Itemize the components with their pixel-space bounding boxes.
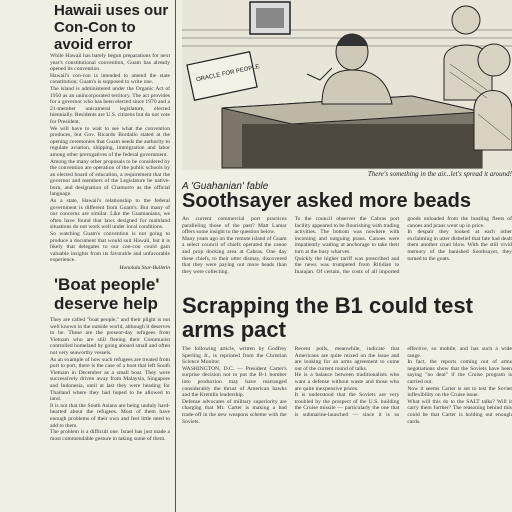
paragraph: So watching Guam's convention is not going to produce a document that would suit Hawaii, but it is likely that delegates to our con-con could gain valuable insights from its favorable and unfavorable experience. [50,231,170,264]
paragraph: Many years ago on the remote island of Guam a select council of chiefs operated the canoe and prop docking area at Cabras. One day these chiefs, to their utter dismay, discovered that they were paying out more beads than they were collecting. [182,235,287,275]
paragraph: WASHINGTON, D.C. — President Carter's surprise decision not to put the B-1 bomber into production may have rearranged considerably the thrust of American hawks and the Kremlin leadership. [182,365,287,399]
article-kicker: A 'Guahanian' fable [182,181,269,192]
left-column [50,0,170,512]
source-credit: Honolulu Star-Bulletin [119,265,170,271]
article-headline-soothsayer: Soothsayer asked more beads [182,190,472,212]
paragraph: As a state, Hawaii's relationship to the federal government is different from Guam's. But many of our concerns are similar. Like the Guamanians, we often have found that laws designed for mainland situations do not work well under local conditions. [50,198,170,231]
cartoon-drawing [182,0,512,170]
paragraph: They are called "boat people," and their plight is not well known in the outside world, although it deserves to be. These are the present-day refugees from Vietnam who are still fleeing their Communist controlled homeland by going aboard small and often not very seaworthy vessels. [50,317,170,356]
paragraph: An current commercial port practices paralleling those of the past? Matt Lamar offers some insight to the question below. [182,216,287,236]
editorial-body-hawaii [50,53,170,264]
cartoon-caption: There's something in the air...let's spread it around! [367,170,512,178]
paragraph: Recent polls, meanwhile, indicate that Americans are quite mixed on the issue and are looking for an arms agreement to come out of the current round of talks. [294,346,400,372]
column-rule [175,0,176,512]
paragraph: It is understood that the Soviets are very troubled by the prospect of the U.S. building the Cruise missile — particularly the one that is submarine-launched — since it is so effective, so mobile, and has such a wide range. [294,346,512,418]
paragraph: In despair they looked at each other exclaiming in utter disbelief that fate had dealt them another cruel blow. With the still vivid memory of the banished Soothsayer, they turned to the goats. [407,229,512,262]
paragraph: Among the many other proposals to be considered by the convention are operation of the public schools by an elected board of education, a requirement that the governor and members of the Legislature be native-born, and designation of Chamorro as the official language. [50,158,170,198]
paragraph: In fact, the reports coming out of arms negotiations show that the Soviets have been saying "no deal" if the Cruise program is carried out. [407,359,512,385]
paragraph: Hawaii's con-con is intended to amend the state constitution; Guam's is supposed to write one. [50,72,170,86]
cartoon-illustration [182,0,512,170]
paragraph: Now it seems Carter is set to test the Soviet inflexibility on the Cruise issue. [407,385,512,399]
article-body-b1 [182,346,512,512]
editorial-headline-hawaii: Hawaii uses our Con-Con to avoid error [54,2,169,53]
paragraph: The problem is a difficult one. Israel has just made a most commendable gesture in taking some of them. [50,429,170,442]
paragraph: He is a balance between traditionalists who want a defense without waste and those who are quite inexpensive prices. [294,372,400,392]
paragraph: As an example of how such refugees are treated from port to port, there is the case of a boat that left South Vietnam in December as a small boat. They were successively driven away from Malaysia, Singapore and Indonesia, until at last they were heading for Thailand where they had hoped to be allowed to land. [50,356,170,403]
paragraph: Quickly the higher tariff was prescribed and the news was trumpeted from Ritidian to Inarajan. Of certain, the costs of all imported goods unloaded from the bustling fleets of canoes and praus went up in price. [294,216,512,275]
paragraph: What will this do to the SALT talks? Will it carry them further? The reasoning behind this could be that Carter is holding out enough cards. [407,398,512,425]
sign-label: ORACLE FOR PEOPLE [195,64,261,84]
paragraph: While Hawaii has barely begun preparations for next year's constitutional convention, Guam has already opened its convention. [50,53,170,73]
paragraph: We will have to wait to see what the convention produces, but Gov. Ricardo Bordallo stated at the opening ceremonies that Guam needs the authority to regulate aviation, shipping, immigration and labor among other prerogatives of the federal government. [50,125,170,158]
editorial-headline-boat-people: 'Boat people' deserve help [54,275,160,313]
paragraph: The island is administered under the Organic Act of 1950 as an unincorporated territory. The act provides for a governor who has been elected since 1970 and a 21-member unicameral legislature, elected biennially. Residents are U.S. citizens but do not vote for President. [50,85,170,125]
paragraph: The following article, written by Godfrey Sperling Jr., is reprinted from the Christian Science Monitor. [182,346,287,366]
article-headline-b1: Scrapping the B1 could test arms pact [182,293,473,342]
paragraph: To the council observer the Cabras port facility appeared to be flourishing with trading activities. The bottom was nowhere with incoming and outgoing praus. Canoes were impatiently waiting at anchorage to take their turn at the busy wharves. [294,216,400,255]
editorial-body-boat-people [50,317,170,442]
paragraph: It is not that the South Asians are being unduly hard-hearted about the refugees. Most of them have enough problems of their own and feel little need to add to them. [50,402,170,429]
paragraph: Defense advocates of military superiority are charging that Mr. Carter is making a bad trade-off in the new weapons scheme with the Soviets. [182,398,287,425]
